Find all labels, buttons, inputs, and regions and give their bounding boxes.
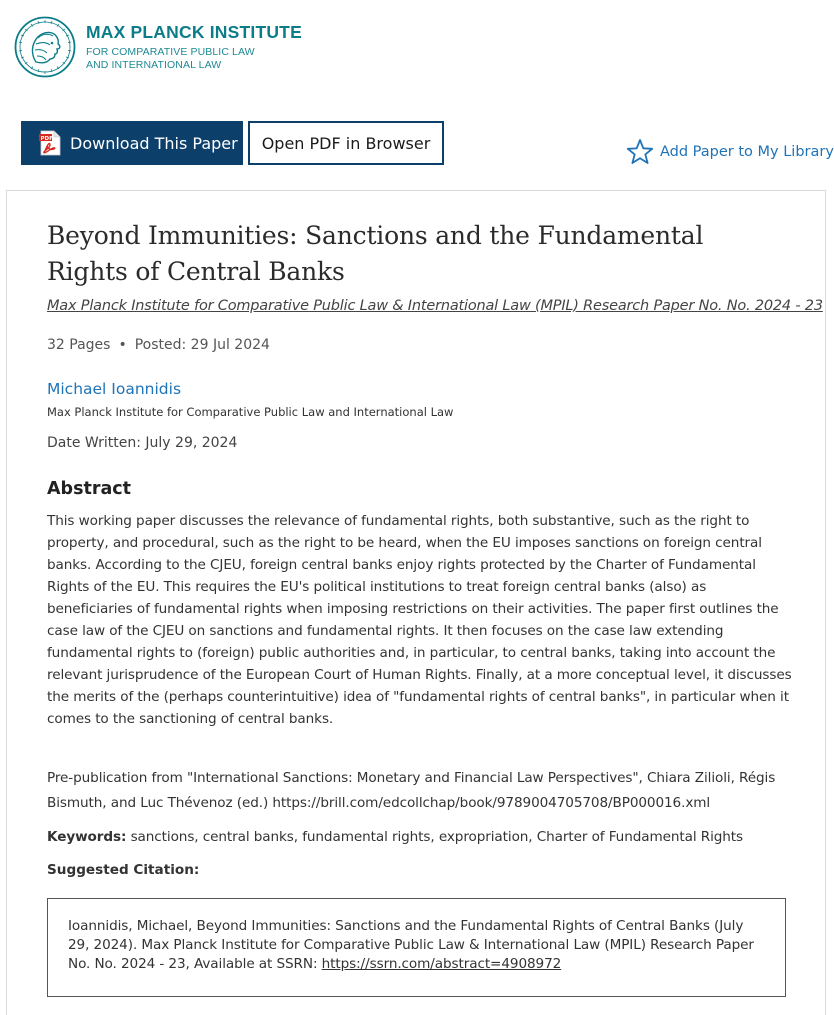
keywords-list: sanctions, central banks, fundamental rights, expropriation, Charter of Fundamental Rights — [130, 829, 744, 845]
logo-title: MAX PLANCK INSTITUTE — [86, 22, 302, 42]
posted-date: Posted: 29 Jul 2024 — [134, 337, 270, 353]
download-button-label: Download This Paper — [70, 133, 238, 153]
logo-subtitle-line1: FOR COMPARATIVE PUBLIC LAW — [86, 46, 255, 58]
add-to-library-link[interactable] — [626, 138, 834, 166]
abstract-text: This working paper discusses the relevance of fundamental rights, both substantive, such as the right to property, and procedural, such as the right to be heard, when the EU imposes sanctions on foreign central banks. According to the CJEU, foreign central banks enjoy rights protected by the Charter of Fundamental Rights of the EU. This requires the EU's political institutions to treat foreign central banks (also) as beneficiaries of fundamental rights when imposing restrictions on their activities. The paper first outlines the case law of the CJEU on sanctions and fundamental rights. It then focuses on the case law extending fundamental rights to (foreign) public authorities and, in particular, to central banks, taking into account the relevant jurisprudence of the European Court of Human Rights. Finally, at a more conceptual level, it discusses the merits of the (perhaps counterintuitive) idea of "fundamental rights of central banks", in particular when it comes to the sanctioning of central banks. — [47, 513, 792, 727]
minerva-seal-icon — [14, 16, 76, 78]
citation-text: Ioannidis, Michael, Beyond Immunities: Sanctions and the Fundamental Rights of Central Banks (July 29, 2024). Max Planck Institute for Comparative Public Law & International Law (MPIL) Research Paper No. No. 2024 - 23, Available at SSRN: — [68, 918, 754, 972]
citation-heading: Suggested Citation: — [47, 862, 200, 878]
citation-box — [47, 898, 786, 997]
prepublication-note: Pre-publication from "International Sanctions: Monetary and Financial Law Perspectives", Chiara Zilioli, Régis Bismuth, and Luc Thévenoz (ed.) https://brill.com/edcollchap/book/9789004705708/BP000016.xml — [47, 770, 776, 811]
paper-title — [47, 218, 747, 290]
open-pdf-button[interactable]: Open PDF in Browser — [248, 121, 444, 165]
page-count: 32 Pages — [47, 337, 111, 353]
citation-ssrn-link[interactable]: https://ssrn.com/abstract=4908972 — [321, 956, 562, 972]
paper-title-line1: Beyond Immunities: Sanctions and the Fundamental — [47, 221, 704, 250]
logo-subtitle-line2: AND INTERNATIONAL LAW — [86, 59, 222, 71]
series-link[interactable]: Max Planck Institute for Comparative Public Law & International Law (MPIL) Research Paper No. No. 2024 - 23 — [47, 298, 823, 314]
svg-text:PDF: PDF — [40, 135, 53, 142]
add-to-library-label: Add Paper to My Library — [660, 144, 834, 160]
mpil-logo[interactable] — [14, 16, 302, 78]
paper-title-line2: Rights of Central Banks — [47, 257, 345, 286]
pdf-file-icon — [39, 130, 61, 156]
author-affiliation: Max Planck Institute for Comparative Public Law and International Law — [47, 405, 454, 419]
author-link[interactable]: Michael Ioannidis — [47, 380, 182, 398]
star-icon — [626, 138, 654, 166]
paper-card — [6, 190, 826, 1015]
date-written: Date Written: July 29, 2024 — [47, 435, 238, 451]
keywords-label: Keywords: — [47, 829, 127, 845]
paper-meta — [47, 337, 270, 353]
keywords — [47, 829, 743, 845]
abstract-heading: Abstract — [47, 479, 132, 499]
meta-separator: • — [118, 337, 127, 353]
download-paper-button[interactable] — [21, 121, 243, 165]
